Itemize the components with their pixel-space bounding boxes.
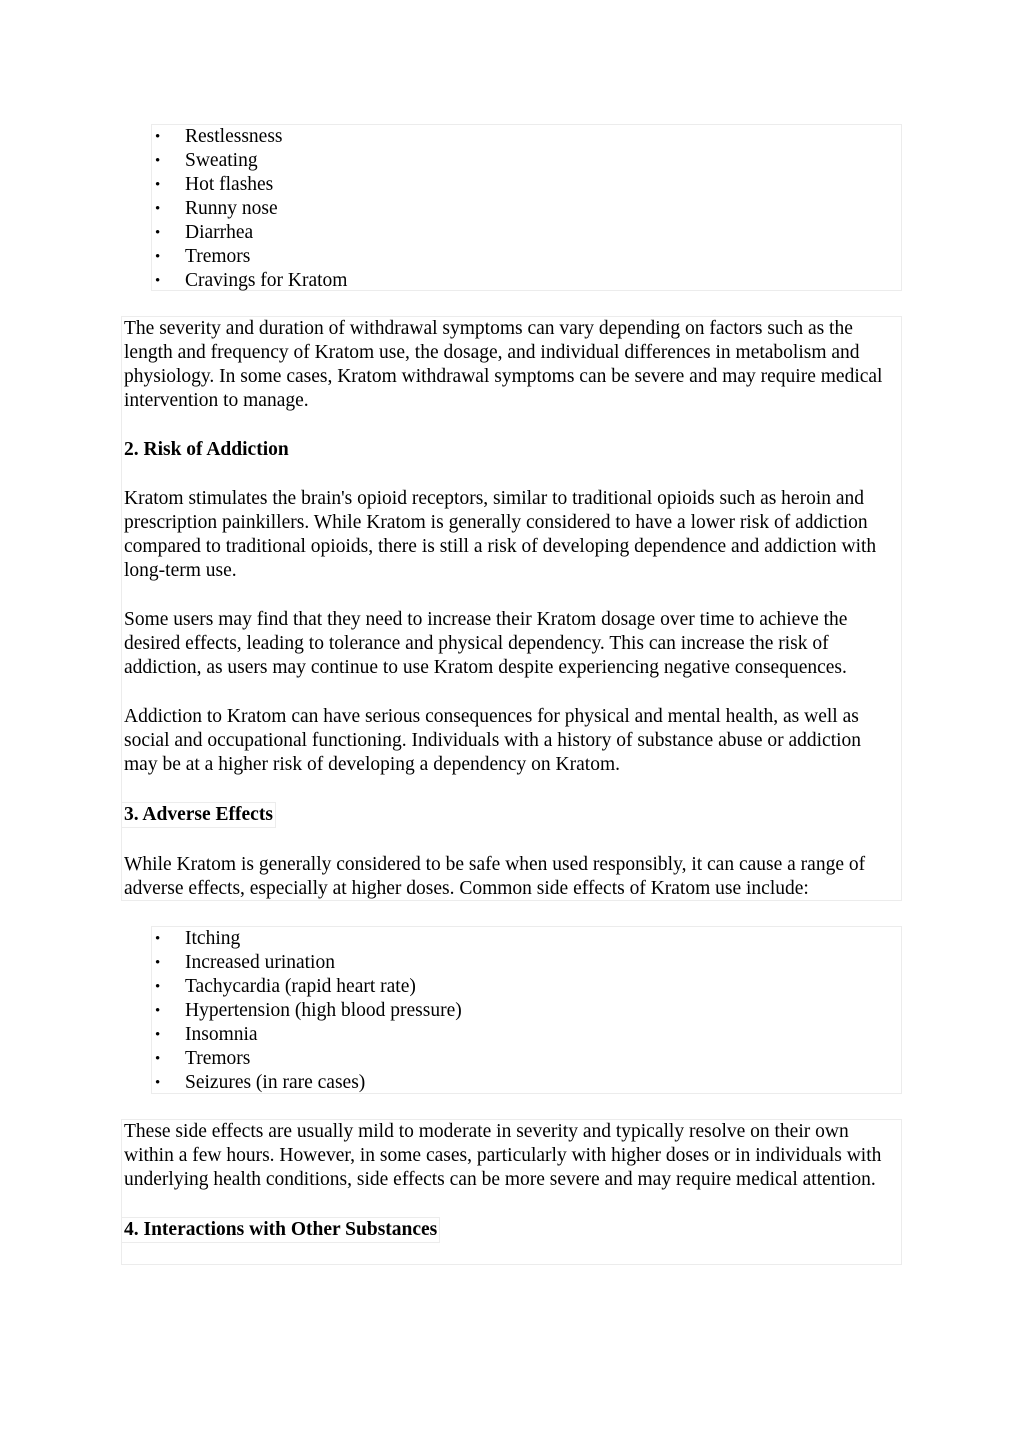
list-item: • Seizures (in rare cases) — [155, 1072, 366, 1093]
withdrawal-symptoms-list-block — [151, 124, 902, 291]
list-item: • Insomnia — [155, 1024, 258, 1045]
bullet-icon: • — [155, 955, 161, 971]
bullet-icon: • — [155, 273, 161, 289]
side-effects-list — [152, 927, 901, 1095]
main-text-block — [121, 316, 902, 901]
list-item: • Cravings for Kratom — [155, 270, 348, 291]
bullet-icon: • — [155, 1003, 161, 1019]
risk-paragraph-2: Some users may find that they need to increase their Kratom dosage over time to achieve the desired effects, leading to tolerance and physical dependency. This can increase the risk of addiction, as users may continue to use Kratom despite experiencing negative consequences. — [124, 609, 848, 678]
list-item: • Increased urination — [155, 952, 335, 973]
list-item: • Tachycardia (rapid heart rate) — [155, 976, 416, 997]
bullet-icon: • — [155, 153, 161, 169]
bullet-icon: • — [155, 1051, 161, 1067]
list-item: • Tremors — [155, 1048, 251, 1069]
side-effects-paragraph: These side effects are usually mild to moderate in severity and typically resolve on their own within a few hours. However, in some cases, particularly with higher doses or in individuals with underlying health conditions, side effects can be more severe and may require medical attention. — [124, 1121, 882, 1190]
risk-paragraph-1: Kratom stimulates the brain's opioid receptors, similar to traditional opioids such as heroin and prescription painkillers. While Kratom is generally considered to have a lower risk of addiction compared to traditional opioids, there is still a risk of developing dependence and addiction with long-term use. — [124, 488, 877, 581]
adverse-effects-paragraph: While Kratom is generally considered to be safe when used responsibly, it can cause a range of adverse effects, especially at higher doses. Common side effects of Kratom use include: — [124, 854, 866, 899]
list-item: • Diarrhea — [155, 222, 254, 243]
interactions-heading: 4. Interactions with Other Substances — [122, 1217, 901, 1243]
bullet-icon: • — [155, 129, 161, 145]
bullet-icon: • — [155, 979, 161, 995]
side-effects-list-block — [151, 926, 902, 1094]
bullet-icon: • — [155, 201, 161, 217]
side-effects-text-block — [121, 1119, 902, 1265]
bullet-icon: • — [155, 1027, 161, 1043]
bullet-icon: • — [155, 177, 161, 193]
list-item: • Hot flashes — [155, 174, 274, 195]
severity-paragraph: The severity and duration of withdrawal symptoms can vary depending on factors such as the length and frequency of Kratom use, the dosage, and individual differences in metabolism and physiology. In some cases, Kratom withdrawal symptoms can be severe and may require medical intervention to manage. — [124, 318, 883, 411]
list-item: • Tremors — [155, 246, 251, 267]
bullet-icon: • — [155, 249, 161, 265]
risk-of-addiction-heading: 2. Risk of Addiction — [124, 439, 289, 460]
list-item: • Restlessness — [155, 126, 283, 147]
bullet-icon: • — [155, 1075, 161, 1091]
withdrawal-symptoms-list — [152, 125, 901, 293]
risk-paragraph-3: Addiction to Kratom can have serious consequences for physical and mental health, as well as social and occupational functioning. Individuals with a history of substance abuse or addiction may be at a higher risk of developing a dependency on Kratom. — [124, 706, 862, 775]
list-item: • Sweating — [155, 150, 258, 171]
bullet-icon: • — [155, 931, 161, 947]
adverse-effects-heading: 3. Adverse Effects — [122, 802, 901, 828]
list-item: • Itching — [155, 928, 241, 949]
bullet-icon: • — [155, 225, 161, 241]
list-item: • Hypertension (high blood pressure) — [155, 1000, 462, 1021]
list-item: • Runny nose — [155, 198, 278, 219]
